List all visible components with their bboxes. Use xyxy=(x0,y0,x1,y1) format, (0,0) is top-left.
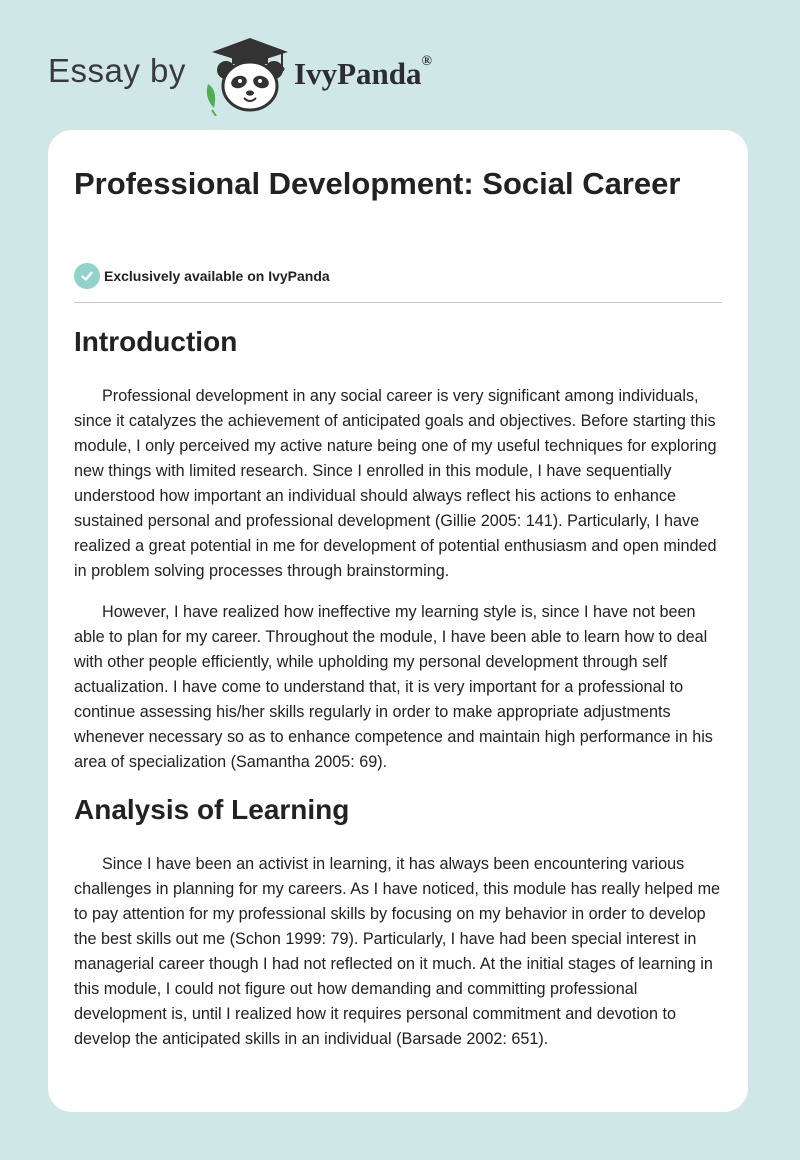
essay-by-label: Essay by xyxy=(48,52,186,89)
exclusive-text: Exclusively available on IvyPanda xyxy=(104,268,330,284)
exclusive-badge xyxy=(74,263,330,289)
brand-name[interactable]: IvyPanda® xyxy=(294,54,432,91)
registered-mark: ® xyxy=(421,54,432,69)
divider xyxy=(74,302,722,303)
paragraph: However, I have realized how ineffective my learning style is, since I have not been able to plan for my career. Throughout the module, I have been able to learn how to deal with other people efficiently, while upholding my personal development through self actualization. I have come to understand that, it is very important for a professional to continue assessing his/her skills regularly in order to make appropriate adjustments whenever necessary so as to enhance competence and maintain high performance in his area of specialization (Samantha 2005: 69). xyxy=(74,603,713,771)
site-header xyxy=(48,30,548,120)
page-title: Professional Development: Social Career xyxy=(74,166,681,201)
article-card xyxy=(48,130,748,1112)
check-icon xyxy=(74,263,100,289)
section-heading-analysis-of-learning: Analysis of Learning xyxy=(74,794,350,825)
section-heading-introduction: Introduction xyxy=(74,326,238,357)
paragraph: Since I have been an activist in learning, it has always been encountering various challenges in planning for my careers. As I have noticed, this module has really helped me to pay attention for my professional skills by focusing on my behavior in order to develop the best skills out me (Schon 1999: 79). Particularly, I have had been special interest in managerial career though I had not reflected on it much. At the initial stages of learning in this module, I could not figure out how demanding and committing professional development is, until I realized how it requires personal commitment and devotion to develop the anticipated skills in an individual (Barsade 2002: 651). xyxy=(74,855,721,1048)
paragraph: Professional development in any social career is very significant among individuals, since it catalyzes the achievement of anticipated goals and objectives. Before starting this module, I only perceived my active nature being one of my useful techniques for exploring new things with limited research. Since I enrolled in this module, I have sequentially understood how important an individual should always reflect his actions to enhance sustained personal and professional development (Gillie 2005: 141). Particularly, I have realized a great potential in me for development of potential enthusiasm and open minded in problem solving processes through brainstorming. xyxy=(74,387,717,580)
panda-graduate-icon[interactable] xyxy=(202,34,290,116)
